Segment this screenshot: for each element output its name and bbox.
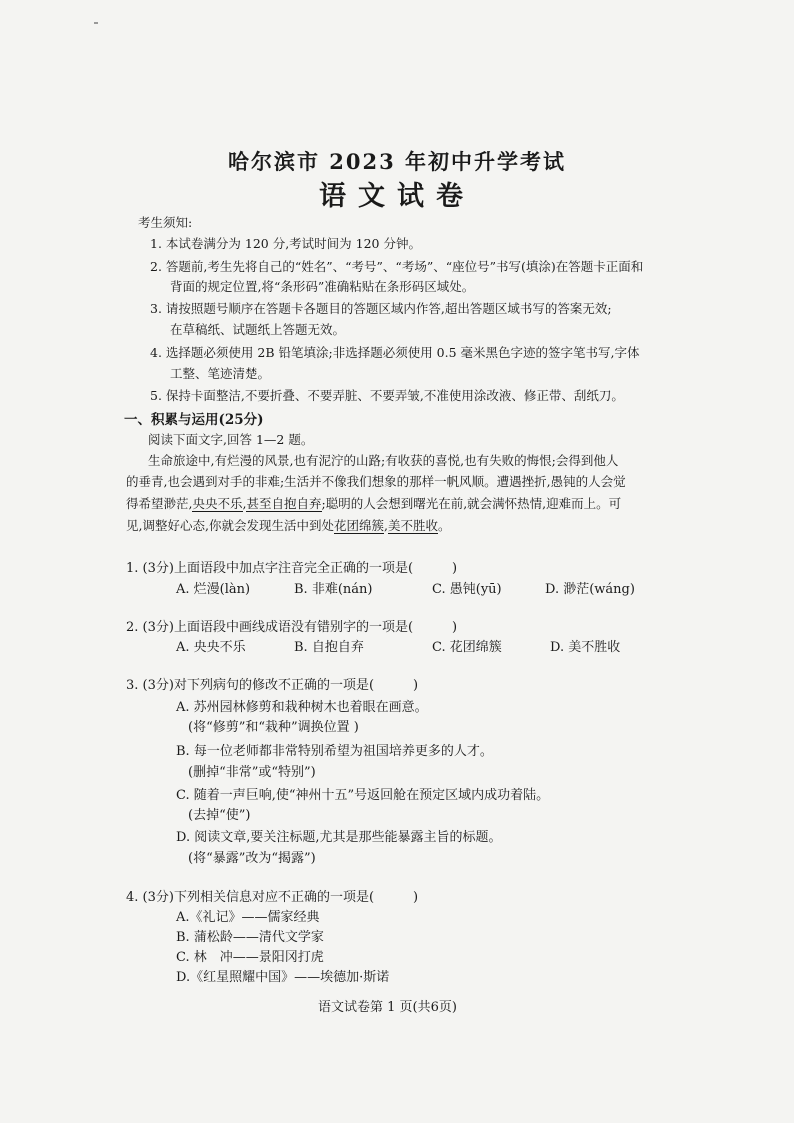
underlined-idiom: 甚至自抱自弃 <box>246 496 322 511</box>
passage-text: 见,调整好心态,你就会发现生活中到处 <box>126 518 334 533</box>
notice-item-2: 2. 答题前,考生先将自己的“姓名”、“考号”、“考场”、“座位号”书写(填涂)在答题卡正面和 <box>150 259 644 274</box>
underlined-idiom: 美不胜收 <box>387 518 438 533</box>
section-heading: 一、积累与运用(25分) <box>124 412 264 428</box>
question-3-option-d-note: (将“暴露”改为“揭露”) <box>188 851 316 866</box>
notice-item-3-cont: 在草稿纸、试题纸上答题无效。 <box>170 322 346 337</box>
question-2-option-d: D. 美不胜收 <box>550 640 621 655</box>
page-footer: 语文试卷第 1 页(共6页) <box>318 1000 457 1015</box>
reading-intro: 阅读下面文字,回答 1—2 题。 <box>148 432 314 447</box>
question-4-option-b: B. 蒲松龄——清代文学家 <box>176 930 324 945</box>
question-2-stem: 2. (3分)上面语段中画线成语没有错别字的一项是( ) <box>126 620 458 635</box>
passage-line-2: 的垂青,也会遇到对手的非难;生活并不像我们想象的那样一帆风顺。遭遇挫折,愚钝的人会觉 <box>126 474 626 489</box>
notice-item-3: 3. 请按照题号顺序在答题卡各题目的答题区域内作答,超出答题区域书写的答案无效; <box>150 301 612 316</box>
exam-title: 哈尔滨市 2023 年初中升学考试 <box>227 149 567 174</box>
question-4-option-d: D.《红星照耀中国》——埃德加·斯诺 <box>176 970 390 985</box>
passage-line-4 <box>126 516 450 534</box>
question-2-option-a: A. 央央不乐 <box>176 640 246 655</box>
question-1-stem: 1. (3分)上面语段中加点字注音完全正确的一项是( ) <box>126 561 458 576</box>
question-3-option-d: D. 阅读文章,要关注标题,尤其是那些能暴露主旨的标题。 <box>176 830 502 845</box>
question-2-option-b: B. 自抱自弃 <box>294 640 364 655</box>
question-1-option-c: C. 愚钝(yū) <box>432 582 502 597</box>
question-3-option-a: A. 苏州园林修剪和栽种树木也着眼在画意。 <box>176 700 428 715</box>
question-2-option-c: C. 花团绵簇 <box>432 640 502 655</box>
question-3-option-c: C. 随着一声巨响,使“神州十五”号返回舱在预定区域内成功着陆。 <box>176 788 550 803</box>
question-4-option-a: A.《礼记》——儒家经典 <box>176 910 320 925</box>
underlined-idiom: 花团绵簇 <box>333 518 384 533</box>
notice-item-5: 5. 保持卡面整洁,不要折叠、不要弄脏、不要弄皱,不准使用涂改液、修正带、刮纸刀。 <box>150 388 624 403</box>
notice-item-4: 4. 选择题必须使用 2B 铅笔填涂;非选择题必须使用 0.5 毫米黑色字迹的签字笔书写,字体 <box>150 345 640 360</box>
question-1-option-a: A. 烂漫(làn) <box>176 582 251 597</box>
question-4-option-c: C. 林 冲——景阳冈打虎 <box>176 950 324 965</box>
question-4-stem: 4. (3分)下列相关信息对应不正确的一项是( ) <box>126 890 419 905</box>
notice-item-4-cont: 工整、笔迹清楚。 <box>170 366 271 381</box>
question-3-option-b: B. 每一位老师都非常特别希望为祖国培养更多的人才。 <box>176 744 493 759</box>
subject-title: 语文试卷 <box>319 181 475 212</box>
question-1-option-d: D. 渺茫(wáng) <box>545 582 635 597</box>
passage-text: 。 <box>437 518 451 533</box>
question-1-option-b: B. 非难(nán) <box>294 582 373 597</box>
question-3-option-c-note: (去掉“使”) <box>188 808 251 823</box>
passage-line-3 <box>126 494 621 512</box>
underlined-idiom: 央央不乐 <box>192 496 243 511</box>
notice-item-1: 1. 本试卷满分为 120 分,考试时间为 120 分钟。 <box>150 236 421 251</box>
question-3-stem: 3. (3分)对下列病句的修改不正确的一项是( ) <box>126 678 419 693</box>
passage-text: , <box>242 496 247 511</box>
question-3-option-b-note: (删掉“非常”或“特别”) <box>188 765 316 780</box>
passage-text: 得希望渺茫, <box>126 496 193 511</box>
question-3-option-a-note: (将“修剪”和“栽种”调换位置 ) <box>188 720 359 735</box>
notice-heading: 考生须知: <box>138 215 193 230</box>
passage-text: ;聪明的人会想到曙光在前,就会满怀热情,迎难而上。可 <box>321 496 622 511</box>
passage-text: , <box>383 518 388 533</box>
notice-item-2-cont: 背面的规定位置,将“条形码”准确粘贴在条形码区域处。 <box>170 279 475 294</box>
passage-line-1: 生命旅途中,有烂漫的风景,也有泥泞的山路;有收获的喜悦,也有失败的悔恨;会得到他人 <box>148 453 619 468</box>
scan-speck <box>94 22 98 24</box>
